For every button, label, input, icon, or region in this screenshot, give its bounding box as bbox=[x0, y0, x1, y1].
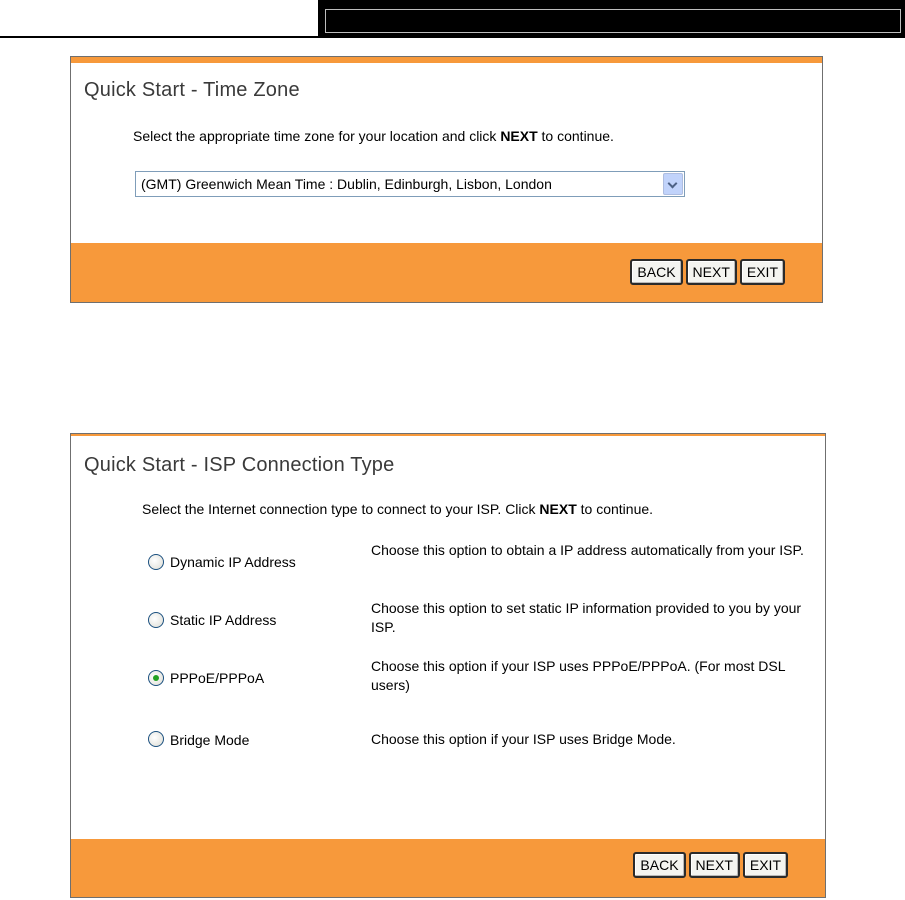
option-label[interactable]: PPPoE/PPPoA bbox=[170, 670, 265, 686]
radio-bridge[interactable] bbox=[148, 731, 164, 747]
header-bar-frame bbox=[325, 9, 901, 33]
button-group bbox=[633, 852, 788, 878]
next-button[interactable]: NEXT bbox=[686, 259, 737, 285]
option-description: Choose this option if your ISP uses Bridge Mode. bbox=[371, 731, 676, 747]
option-label[interactable]: Dynamic IP Address bbox=[170, 554, 296, 570]
instruction-next-keyword: NEXT bbox=[500, 128, 538, 144]
instruction-text bbox=[133, 128, 614, 144]
option-description: Choose this option to obtain a IP address automatically from your ISP. bbox=[371, 542, 804, 558]
instruction-text bbox=[142, 501, 653, 517]
option-description: Choose this option if your ISP uses PPPoE/PPPoA. (For most DSL users) bbox=[371, 658, 785, 693]
button-group bbox=[630, 259, 785, 285]
isp-connection-type-panel bbox=[70, 433, 826, 898]
panel-top-accent bbox=[71, 57, 822, 63]
option-label[interactable]: Static IP Address bbox=[170, 612, 277, 628]
option-label[interactable]: Bridge Mode bbox=[170, 732, 250, 748]
time-zone-selected-value: (GMT) Greenwich Mean Time : Dublin, Edinburgh, Lisbon, London bbox=[141, 176, 552, 192]
radio-dynamic-ip[interactable] bbox=[148, 554, 164, 570]
radio-static-ip[interactable] bbox=[148, 612, 164, 628]
time-zone-select[interactable] bbox=[135, 171, 685, 197]
instruction-next-keyword: NEXT bbox=[539, 501, 577, 517]
instruction-text-end: to continue. bbox=[576, 501, 654, 517]
next-button[interactable]: NEXT bbox=[689, 852, 740, 878]
time-zone-panel bbox=[70, 56, 823, 303]
header-rule bbox=[0, 36, 318, 38]
option-description: Choose this option to set static IP information provided to you by your ISP. bbox=[371, 600, 802, 635]
instruction-text-start: Select the appropriate time zone for your location and click bbox=[133, 128, 501, 144]
panel-top-accent bbox=[71, 434, 825, 436]
instruction-text-end: to continue. bbox=[537, 128, 614, 144]
instruction-text-start: Select the Internet connection type to connect to your ISP. Click bbox=[142, 501, 540, 517]
back-button[interactable]: BACK bbox=[633, 852, 685, 878]
back-button[interactable]: BACK bbox=[630, 259, 682, 285]
page-title: Quick Start - Time Zone bbox=[84, 79, 300, 101]
exit-button[interactable]: EXIT bbox=[743, 852, 788, 878]
exit-button[interactable]: EXIT bbox=[740, 259, 785, 285]
page-title: Quick Start - ISP Connection Type bbox=[84, 454, 395, 476]
radio-pppoe[interactable] bbox=[148, 670, 164, 686]
chevron-down-icon[interactable] bbox=[663, 173, 683, 195]
